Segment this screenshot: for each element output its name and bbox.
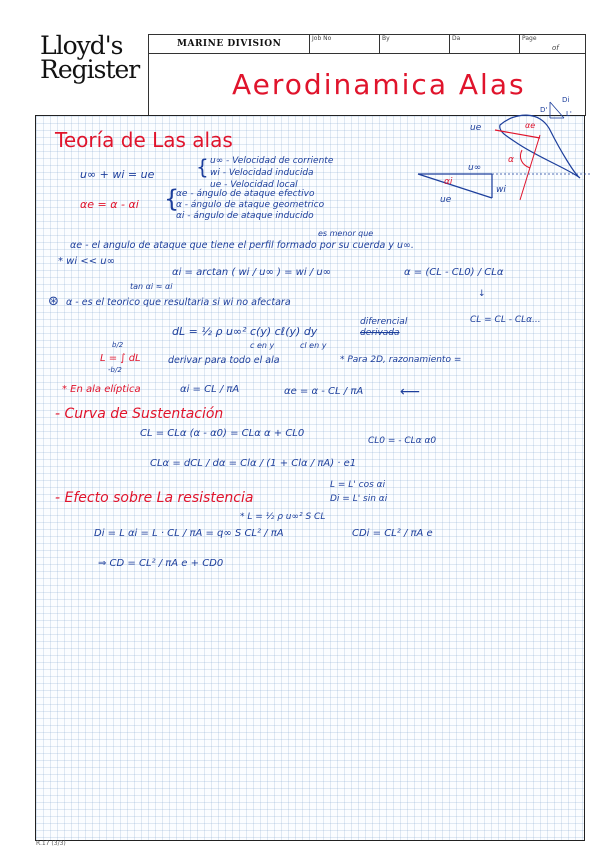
note-menor-que: es menor que	[318, 229, 374, 238]
force-triangle-d	[550, 102, 564, 118]
legend-u-inf: u∞ - Velocidad de corriente	[210, 156, 334, 166]
by-cell	[379, 35, 449, 53]
legend-alpha: α - ángulo de ataque geometrico	[176, 200, 325, 210]
alpha-e-definition: αe - el angulo de ataque que tiene el perfil formado por su cuerda y u∞.	[70, 240, 414, 251]
brace-1: {	[196, 155, 209, 179]
section-1-heading: Teoría de Las alas	[55, 128, 233, 152]
diagram-d-prime: D'	[540, 106, 548, 114]
alpha-fraction: α = (CL - CL0) / CLα	[404, 267, 504, 278]
chord-line	[495, 130, 540, 138]
legend-wi: wi - Velocidad inducida	[210, 168, 314, 178]
page-title: Aerodinamica Alas	[232, 68, 526, 101]
alpha-i-arctan: αi = arctan ( wi / u∞ ) = wi / u∞	[172, 267, 332, 278]
theoretical-note: α - es el teorico que resultaria si wi no afectara	[66, 297, 291, 308]
alpha-i-elliptic: αi = CL / πA	[180, 384, 240, 395]
para-2d-note: * Para 2D, razonamiento =	[340, 355, 462, 365]
date-label: Da	[452, 35, 461, 42]
alpha-e-elliptic: αe = α - CL / πA	[284, 386, 364, 397]
section-2-heading: - Curva de Sustentación	[55, 406, 224, 422]
diagram-ue-airfoil: ue	[470, 123, 482, 133]
left-arrow: ⟵	[400, 384, 421, 400]
cl-en-y-label: cl en y	[300, 341, 327, 350]
cl-equation: CL = CL - CLα...	[470, 315, 541, 325]
circled-marker: ⊛	[48, 294, 59, 309]
legend-alpha-i: αi - ángulo de ataque inducido	[176, 211, 314, 221]
l-cos-equation: L = L' cos αi	[330, 480, 386, 490]
lloyds-register-logo	[40, 31, 140, 84]
lift-integral: L = ∫ dL	[100, 353, 141, 364]
derivar-note: derivar para todo el ala	[168, 355, 280, 366]
grid-sheet	[35, 115, 585, 841]
induced-drag-equation: Di = L αi = L · CL / πA = q∞ S CL² / πA	[94, 528, 284, 539]
diagram-alpha-e: αe	[525, 121, 536, 130]
legend-alpha-e: αe - ángulo de ataque efectivo	[176, 189, 315, 199]
of-label: of	[552, 44, 559, 52]
logo-line-2: Register	[40, 55, 140, 84]
arrow-down: ↓	[478, 289, 486, 299]
diagram-alpha-i: αi	[444, 177, 453, 187]
wi-small-note: * wi << u∞	[58, 256, 115, 267]
page-label: Page	[522, 35, 537, 42]
c-en-y-label: c en y	[250, 341, 275, 350]
brace-2: {	[164, 185, 180, 213]
alpha-equation: αe = α - αi	[80, 198, 139, 211]
logo-line-1: Lloyd's	[40, 31, 123, 60]
ue-vector	[418, 174, 492, 198]
header-bar	[148, 34, 586, 54]
derivada-label: derivada	[360, 328, 400, 338]
diagram-u-inf: u∞	[468, 163, 482, 173]
diagram-l-prime: L'	[566, 110, 572, 118]
lift-formula: * L = ½ ρ u∞² S CL	[240, 512, 326, 522]
diagram-alpha: α	[508, 155, 514, 165]
job-no-label: Job No	[312, 35, 332, 42]
diagram-di: Di	[562, 96, 570, 104]
section-3-heading: - Efecto sobre La resistencia	[55, 490, 254, 506]
form-code: R.17 (3/3)	[36, 840, 66, 847]
tan-approx-note: tan αi ≈ αi	[130, 282, 173, 291]
velocity-equation: u∞ + wi = ue	[80, 168, 155, 181]
airfoil-shape	[500, 115, 580, 178]
alpha-arc	[520, 150, 530, 168]
diagram-ue: ue	[440, 195, 452, 205]
d-sin-equation: Di = L' sin αi	[330, 494, 388, 504]
total-drag-coefficient: ⇒ CD = CL² / πA e + CD0	[98, 558, 224, 569]
lift-slope-equation: CLα = dCL / dα = Clα / (1 + Clα / πA) · e1	[150, 458, 357, 469]
airfoil-velocity-diagram	[400, 90, 590, 220]
induced-drag-coefficient: CDi = CL² / πA e	[352, 528, 433, 539]
job-no-cell	[309, 35, 379, 53]
lift-curve-equation: CL = CLα (α - α0) = CLα α + CL0	[140, 428, 305, 439]
date-cell	[449, 35, 519, 53]
integral-upper: b/2	[112, 341, 124, 349]
by-label: By	[382, 35, 390, 42]
diferencial-label: diferencial	[360, 317, 408, 327]
diagram-wi: wi	[496, 185, 506, 195]
division-label: MARINE DIVISION	[177, 39, 282, 49]
integral-lower: -b/2	[108, 366, 122, 374]
elliptic-wing-note: * En ala elíptica	[62, 384, 141, 395]
cl0-equation: CL0 = - CLα α0	[368, 436, 437, 446]
legend-ue: ue - Velocidad local	[210, 180, 298, 190]
lift-direction	[520, 135, 540, 200]
dl-equation: dL = ½ ρ u∞² c(y) cℓ(y) dy	[172, 325, 318, 338]
